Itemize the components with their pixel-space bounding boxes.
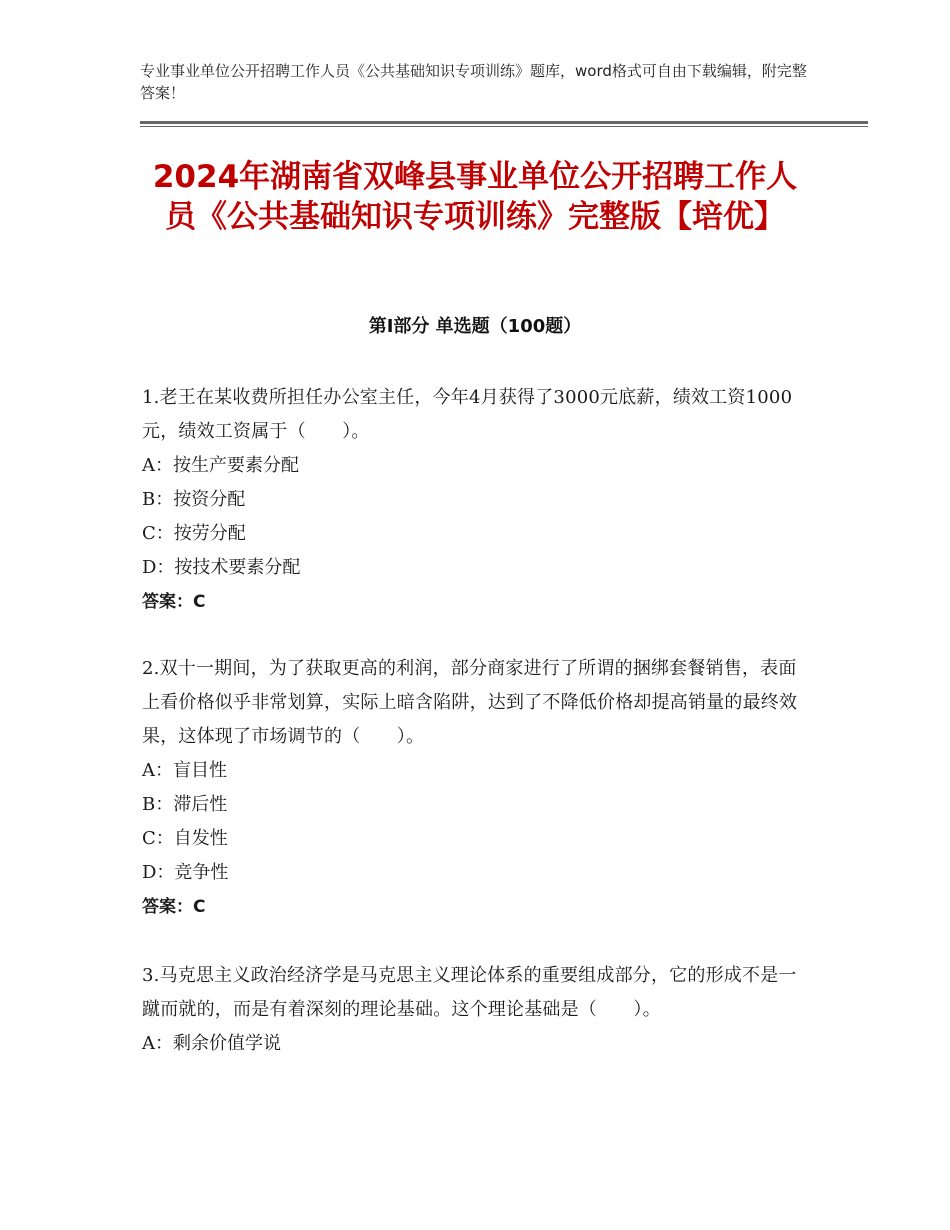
question-item	[142, 959, 802, 1061]
header-divider-thick	[140, 121, 868, 124]
header-divider-thin	[140, 126, 868, 127]
option-c: C：按劳分配	[142, 523, 246, 544]
answer-line: 答案：C	[142, 592, 206, 612]
header-note: 专业事业单位公开招聘工作人员《公共基础知识专项训练》题库，word格式可自由下载编辑，附完整答案！	[140, 62, 807, 102]
question-item	[142, 652, 802, 924]
section-title: 第Ⅰ部分 单选题（100题）	[368, 316, 582, 337]
answer-line: 答案：C	[142, 897, 206, 917]
question-stem: 3.马克思主义政治经济学是马克思主义理论体系的重要组成部分，它的形成不是一蹴而就的，而是有着深刻的理论基础。这个理论基础是（ ）。	[142, 965, 797, 1020]
option-c: C：自发性	[142, 828, 228, 849]
question-item	[142, 381, 802, 619]
option-a: A：盲目性	[142, 760, 227, 781]
option-d: D：按技术要素分配	[142, 557, 301, 578]
document-title: 2024年湖南省双峰县事业单位公开招聘工作人员《公共基础知识专项训练》完整版【培优】	[152, 159, 798, 235]
option-a: A：按生产要素分配	[142, 455, 299, 476]
option-b: B：滞后性	[142, 794, 228, 815]
question-stem: 2.双十一期间，为了获取更高的利润，部分商家进行了所谓的捆绑套餐销售，表面上看价格似乎非常划算，实际上暗含陷阱，达到了不降低价格却提高销量的最终效果，这体现了市场调节的（ ）。	[142, 658, 798, 747]
option-a: A：剩余价值学说	[142, 1033, 281, 1054]
option-b: B：按资分配	[142, 489, 246, 510]
question-stem: 1.老王在某收费所担任办公室主任，今年4月获得了3000元底薪，绩效工资1000元，绩效工资属于（ ）。	[142, 387, 793, 442]
option-d: D：竞争性	[142, 862, 229, 883]
